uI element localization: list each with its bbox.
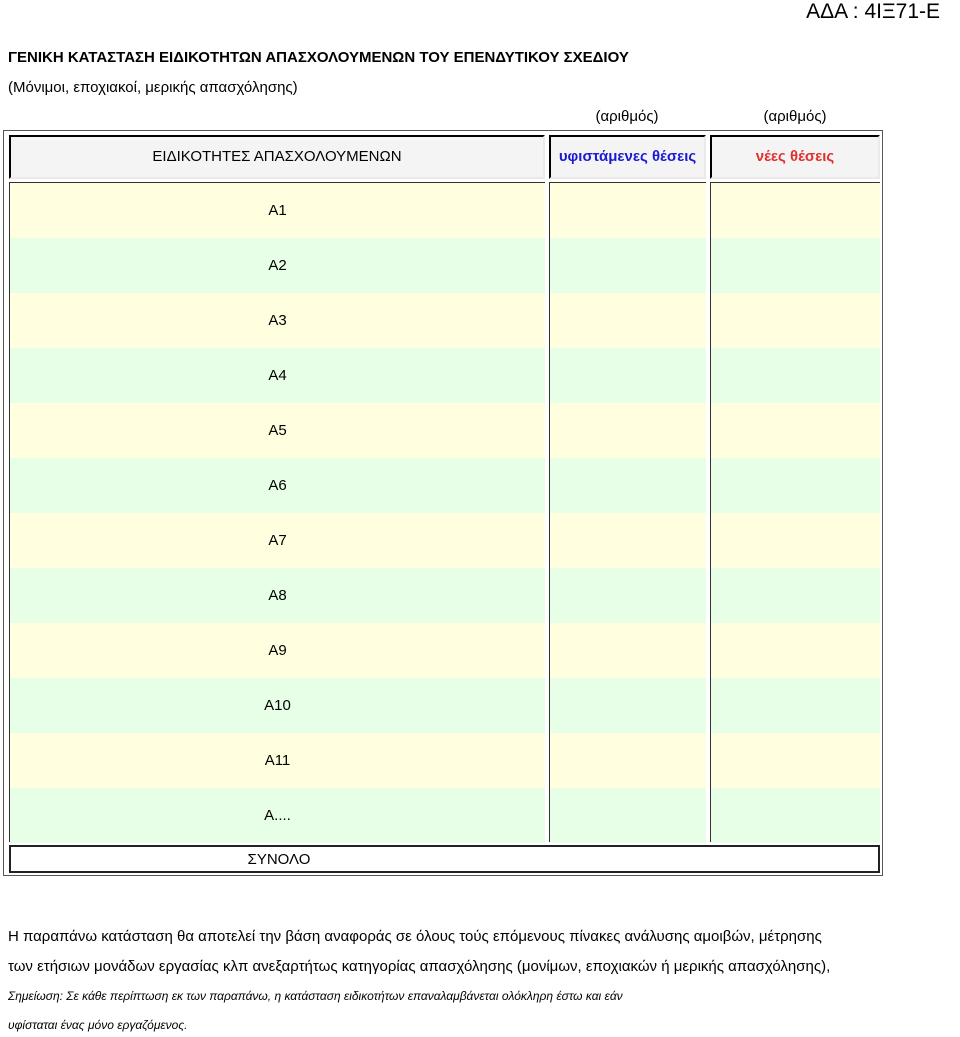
new-positions-column[interactable] (710, 182, 880, 842)
table-cell[interactable] (711, 293, 880, 348)
table-cell[interactable] (550, 238, 706, 293)
table-cell[interactable] (550, 623, 706, 678)
table-row: Α10 (10, 678, 545, 733)
table-cell[interactable] (550, 568, 706, 623)
table-row: Α.... (10, 788, 545, 843)
existing-positions-column[interactable] (549, 182, 706, 842)
table-cell[interactable] (711, 678, 880, 733)
table-cell[interactable] (711, 183, 880, 238)
table-row: Α8 (10, 568, 545, 623)
document-title: ΓΕΝΙΚΗ ΚΑΤΑΣΤΑΣΗ ΕΙΔΙΚΟΤΗΤΩΝ ΑΠΑΣΧΟΛΟΥΜΕΝΩΝ ΤΟΥ ΕΠΕΝΔΥΤΙΚΟΥ ΣΧΕΔΙΟΥ (8, 49, 629, 66)
header-existing-positions: υφιστάμενες θέσεις (549, 135, 706, 179)
unit-label-existing: (αριθμός) (595, 108, 659, 125)
table-cell[interactable] (550, 403, 706, 458)
note-line-1: Σημείωση: Σε κάθε περίπτωση εκ των παραπάνω, η κατάσταση ειδικοτήτων επαναλαμβάνεται ολόκληρη έστω και εάν (8, 989, 623, 1003)
table-cell[interactable] (711, 458, 880, 513)
table-row: Α6 (10, 458, 545, 513)
table-cell[interactable] (711, 403, 880, 458)
document-subtitle: (Μόνιμοι, εποχιακοί, μερικής απασχόλησης) (8, 79, 298, 96)
table-cell[interactable] (550, 458, 706, 513)
paragraph-line-2: των ετήσιων μονάδων εργασίας κλπ ανεξαρτήτως κατηγορίας απασχόλησης (μονίμων, εποχιακών ή μερικής απασχόλησης), (8, 958, 831, 975)
table-cell[interactable] (711, 513, 880, 568)
specialty-rows (9, 182, 545, 842)
table-cell[interactable] (550, 293, 706, 348)
table-cell[interactable] (711, 348, 880, 403)
table-cell[interactable] (550, 348, 706, 403)
table-cell[interactable] (711, 733, 880, 788)
table-cell[interactable] (550, 678, 706, 733)
total-label: ΣΥΝΟΛΟ (247, 850, 311, 868)
table-cell[interactable] (711, 788, 880, 843)
unit-label-new: (αριθμός) (763, 108, 827, 125)
table-cell[interactable] (711, 238, 880, 293)
table-cell[interactable] (550, 733, 706, 788)
table-row: Α3 (10, 293, 545, 348)
total-row (9, 845, 880, 873)
table-cell[interactable] (550, 513, 706, 568)
table-cell[interactable] (550, 788, 706, 843)
table-row: Α4 (10, 348, 545, 403)
table-row: Α1 (10, 183, 545, 238)
table-row: Α5 (10, 403, 545, 458)
table-cell[interactable] (711, 623, 880, 678)
table-cell[interactable] (711, 568, 880, 623)
header-new-positions: νέες θέσεις (710, 135, 880, 179)
specialties-table (3, 130, 883, 876)
paragraph-line-1: Η παραπάνω κατάσταση θα αποτελεί την βάση αναφοράς σε όλους τούς επόμενους πίνακες ανάλυσης αμοιβών, μέτρησης (8, 928, 822, 945)
table-row: Α11 (10, 733, 545, 788)
table-row: Α2 (10, 238, 545, 293)
table-row: Α7 (10, 513, 545, 568)
table-cell[interactable] (550, 183, 706, 238)
table-row: Α9 (10, 623, 545, 678)
ada-code: ΑΔΑ : 4ΙΞ71-Ε (806, 0, 940, 23)
header-specialties: ΕΙΔΙΚΟΤΗΤΕΣ ΑΠΑΣΧΟΛΟΥΜΕΝΩΝ (9, 135, 545, 179)
note-line-2: υφίσταται ένας μόνο εργαζόμενος. (8, 1018, 188, 1032)
